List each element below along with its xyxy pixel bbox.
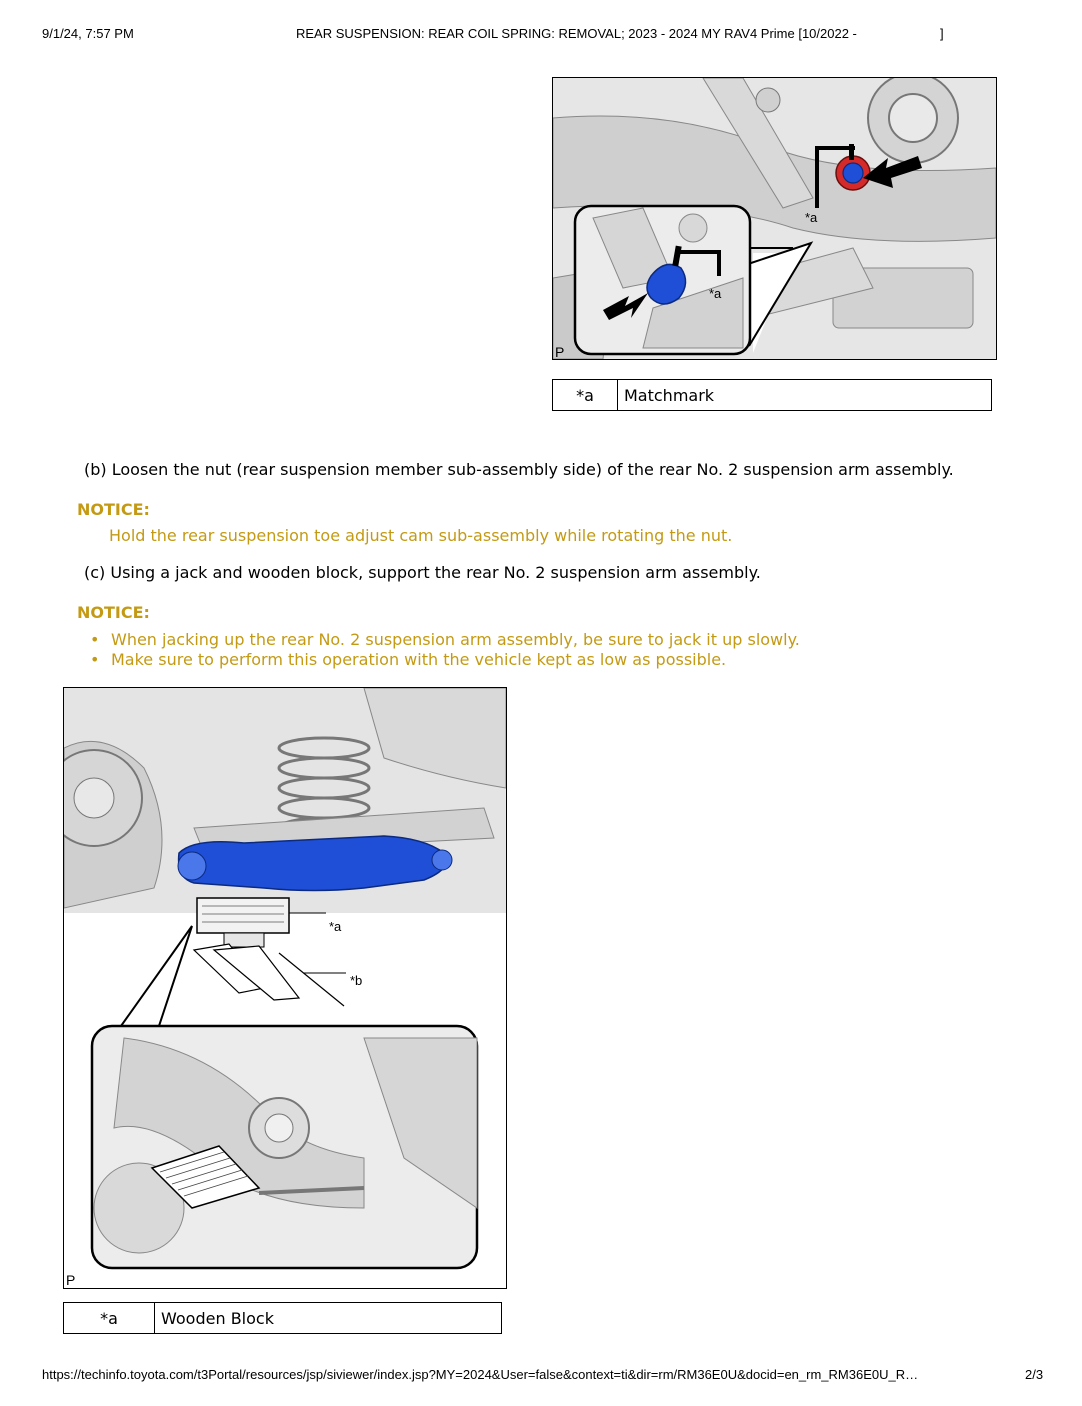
notice-title: NOTICE: xyxy=(77,500,150,519)
notice-text: Hold the rear suspension toe adjust cam sub-assembly while rotating the nut. xyxy=(109,526,733,545)
step-c-text: (c) Using a jack and wooden block, support the rear No. 2 suspension arm assembly. xyxy=(84,563,761,582)
notice-list-item xyxy=(90,650,800,670)
notice-list xyxy=(90,630,800,670)
matchmark-illustration xyxy=(552,77,997,360)
bullet-icon: • xyxy=(90,650,100,669)
notice-item-text: When jacking up the rear No. 2 suspension arm assembly, be sure to jack it up slowly. xyxy=(111,630,800,649)
figure2-callout-b: *b xyxy=(350,973,363,988)
figure2-legend-table xyxy=(63,1302,502,1334)
figure1-callout-top: *a xyxy=(805,210,818,225)
figure1-corner-mark: P xyxy=(555,344,565,359)
print-datetime: 9/1/24, 7:57 PM xyxy=(42,26,134,41)
figure1-callout-inset: *a xyxy=(709,286,722,301)
legend-row xyxy=(553,380,992,411)
legend-code: *a xyxy=(64,1303,155,1334)
jack-support-illustration xyxy=(63,687,507,1289)
figure1-legend-table xyxy=(552,379,992,411)
page-number: 2/3 xyxy=(1025,1367,1044,1382)
legend-label: Matchmark xyxy=(618,380,992,411)
page-title-end: ] xyxy=(940,26,944,41)
notice-title-2: NOTICE: xyxy=(77,603,150,622)
bullet-icon: • xyxy=(90,630,100,649)
page-url: https://techinfo.toyota.com/t3Portal/resources/jsp/siviewer/index.jsp?MY=2024&User=false&context=ti&dir=rm/RM36E0U&docid=en_rm_RM36E0U_R… xyxy=(42,1367,919,1382)
legend-label: Wooden Block xyxy=(155,1303,502,1334)
notice-item-text: Make sure to perform this operation with the vehicle kept as low as possible. xyxy=(111,650,727,669)
figure2-corner-mark: P xyxy=(66,1272,76,1288)
legend-code: *a xyxy=(553,380,618,411)
notice-list-item xyxy=(90,630,800,650)
page-title: REAR SUSPENSION: REAR COIL SPRING: REMOVAL; 2023 - 2024 MY RAV4 Prime [10/2022 - xyxy=(296,26,857,41)
figure2-callout-a: *a xyxy=(329,919,342,934)
step-b-text: (b) Loosen the nut (rear suspension member sub-assembly side) of the rear No. 2 suspension arm assembly. xyxy=(84,460,954,479)
legend-row xyxy=(64,1303,502,1334)
